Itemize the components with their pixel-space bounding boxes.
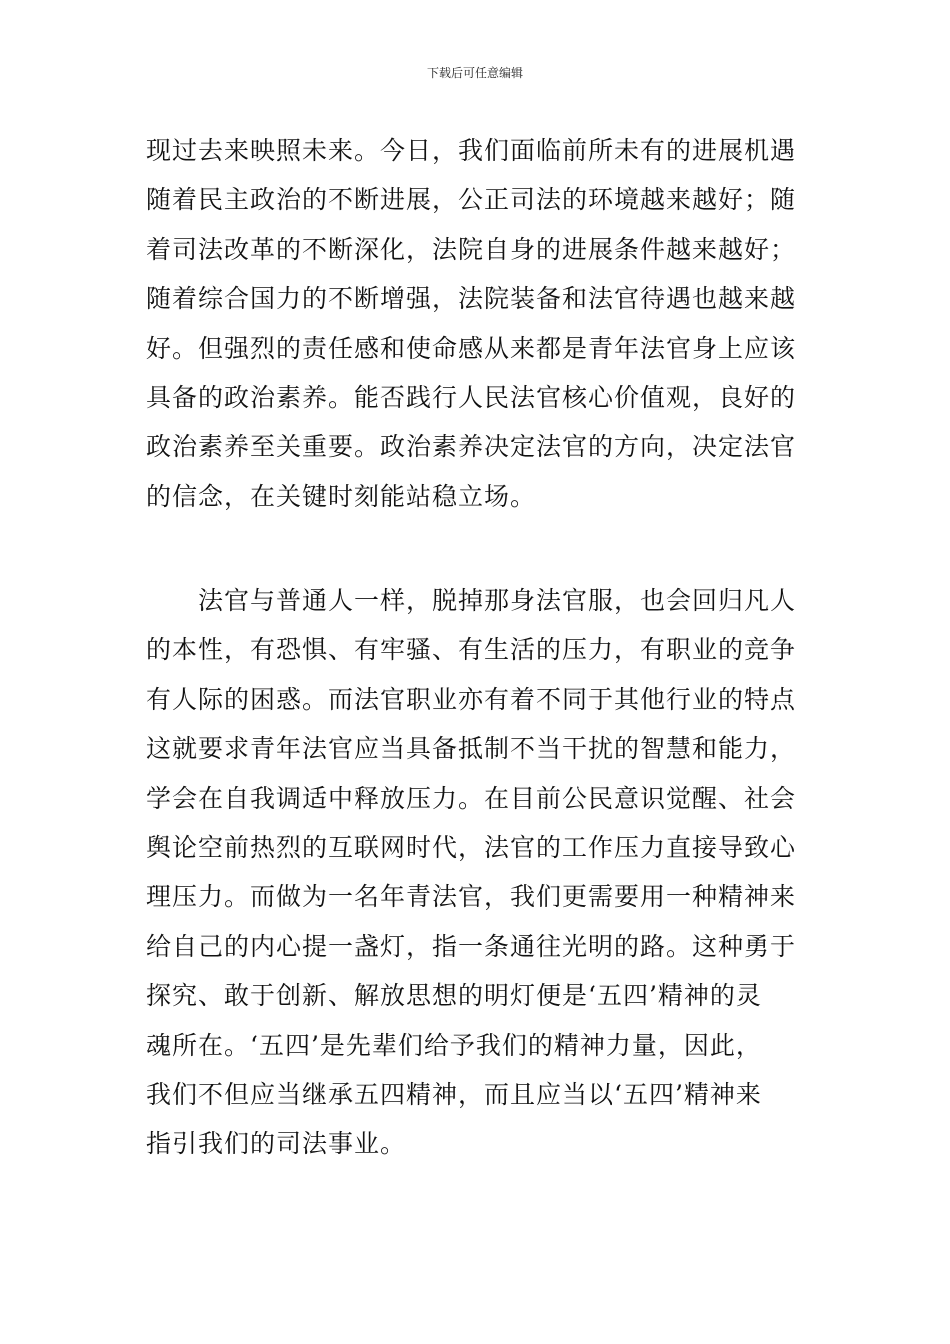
text-line: 魂所在。‘五四’是先辈们给予我们的精神力量，因此， (146, 1030, 762, 1060)
text-line: 法官与普通人一样，脱掉那身法官服，也会回归凡人 (146, 586, 797, 615)
text-line: 具备的政治素养。能否践行人民法官核心价值观，良好的 (146, 382, 797, 412)
text-line: 给自己的内心提一盏灯，指一条通往光明的路。这种勇于 (146, 931, 797, 961)
text-line: 我们不但应当继承五四精神，而且应当以‘五四’精神来 (146, 1079, 762, 1109)
text-line: 有人际的困惑。而法官职业亦有着不同于其他行业的特点 (146, 684, 797, 714)
text-line: 着司法改革的不断深化，法院自身的进展条件越来越好； (146, 234, 797, 264)
text-line: 好。但强烈的责任感和使命感从来都是青年法官身上应该 (146, 333, 797, 363)
text-line: 指引我们的司法事业。 (146, 1129, 407, 1159)
text-line: 舆论空前热烈的互联网时代，法官的工作压力直接导致心 (146, 832, 797, 862)
text-line: 随着民主政治的不断进展，公正司法的环境越来越好；随 (146, 185, 797, 215)
text-line: 随着综合国力的不断增强，法院装备和法官待遇也越来越 (146, 284, 797, 314)
paragraph-2 (146, 576, 811, 1169)
text-line: 理压力。而做为一名年青法官，我们更需要用一种精神来 (146, 882, 797, 912)
paragraph-1 (146, 126, 811, 521)
text-line: 探究、敢于创新、解放思想的明灯便是‘五四’精神的灵 (146, 981, 762, 1011)
text-line: 的本性，有恐惧、有牢骚、有生活的压力，有职业的竞争 (146, 635, 797, 665)
text-line: 学会在自我调适中释放压力。在目前公民意识觉醒、社会 (146, 783, 797, 813)
text-line: 的信念，在关键时刻能站稳立场。 (146, 481, 537, 511)
text-line: 现过去来映照未来。今日，我们面临前所未有的进展机遇 (146, 136, 797, 165)
text-line: 政治素养至关重要。政治素养决定法官的方向，决定法官 (146, 432, 797, 462)
page-header: 下载后可任意编辑 (426, 66, 523, 80)
text-line: 这就要求青年法官应当具备抵制不当干扰的智慧和能力， (146, 734, 797, 764)
